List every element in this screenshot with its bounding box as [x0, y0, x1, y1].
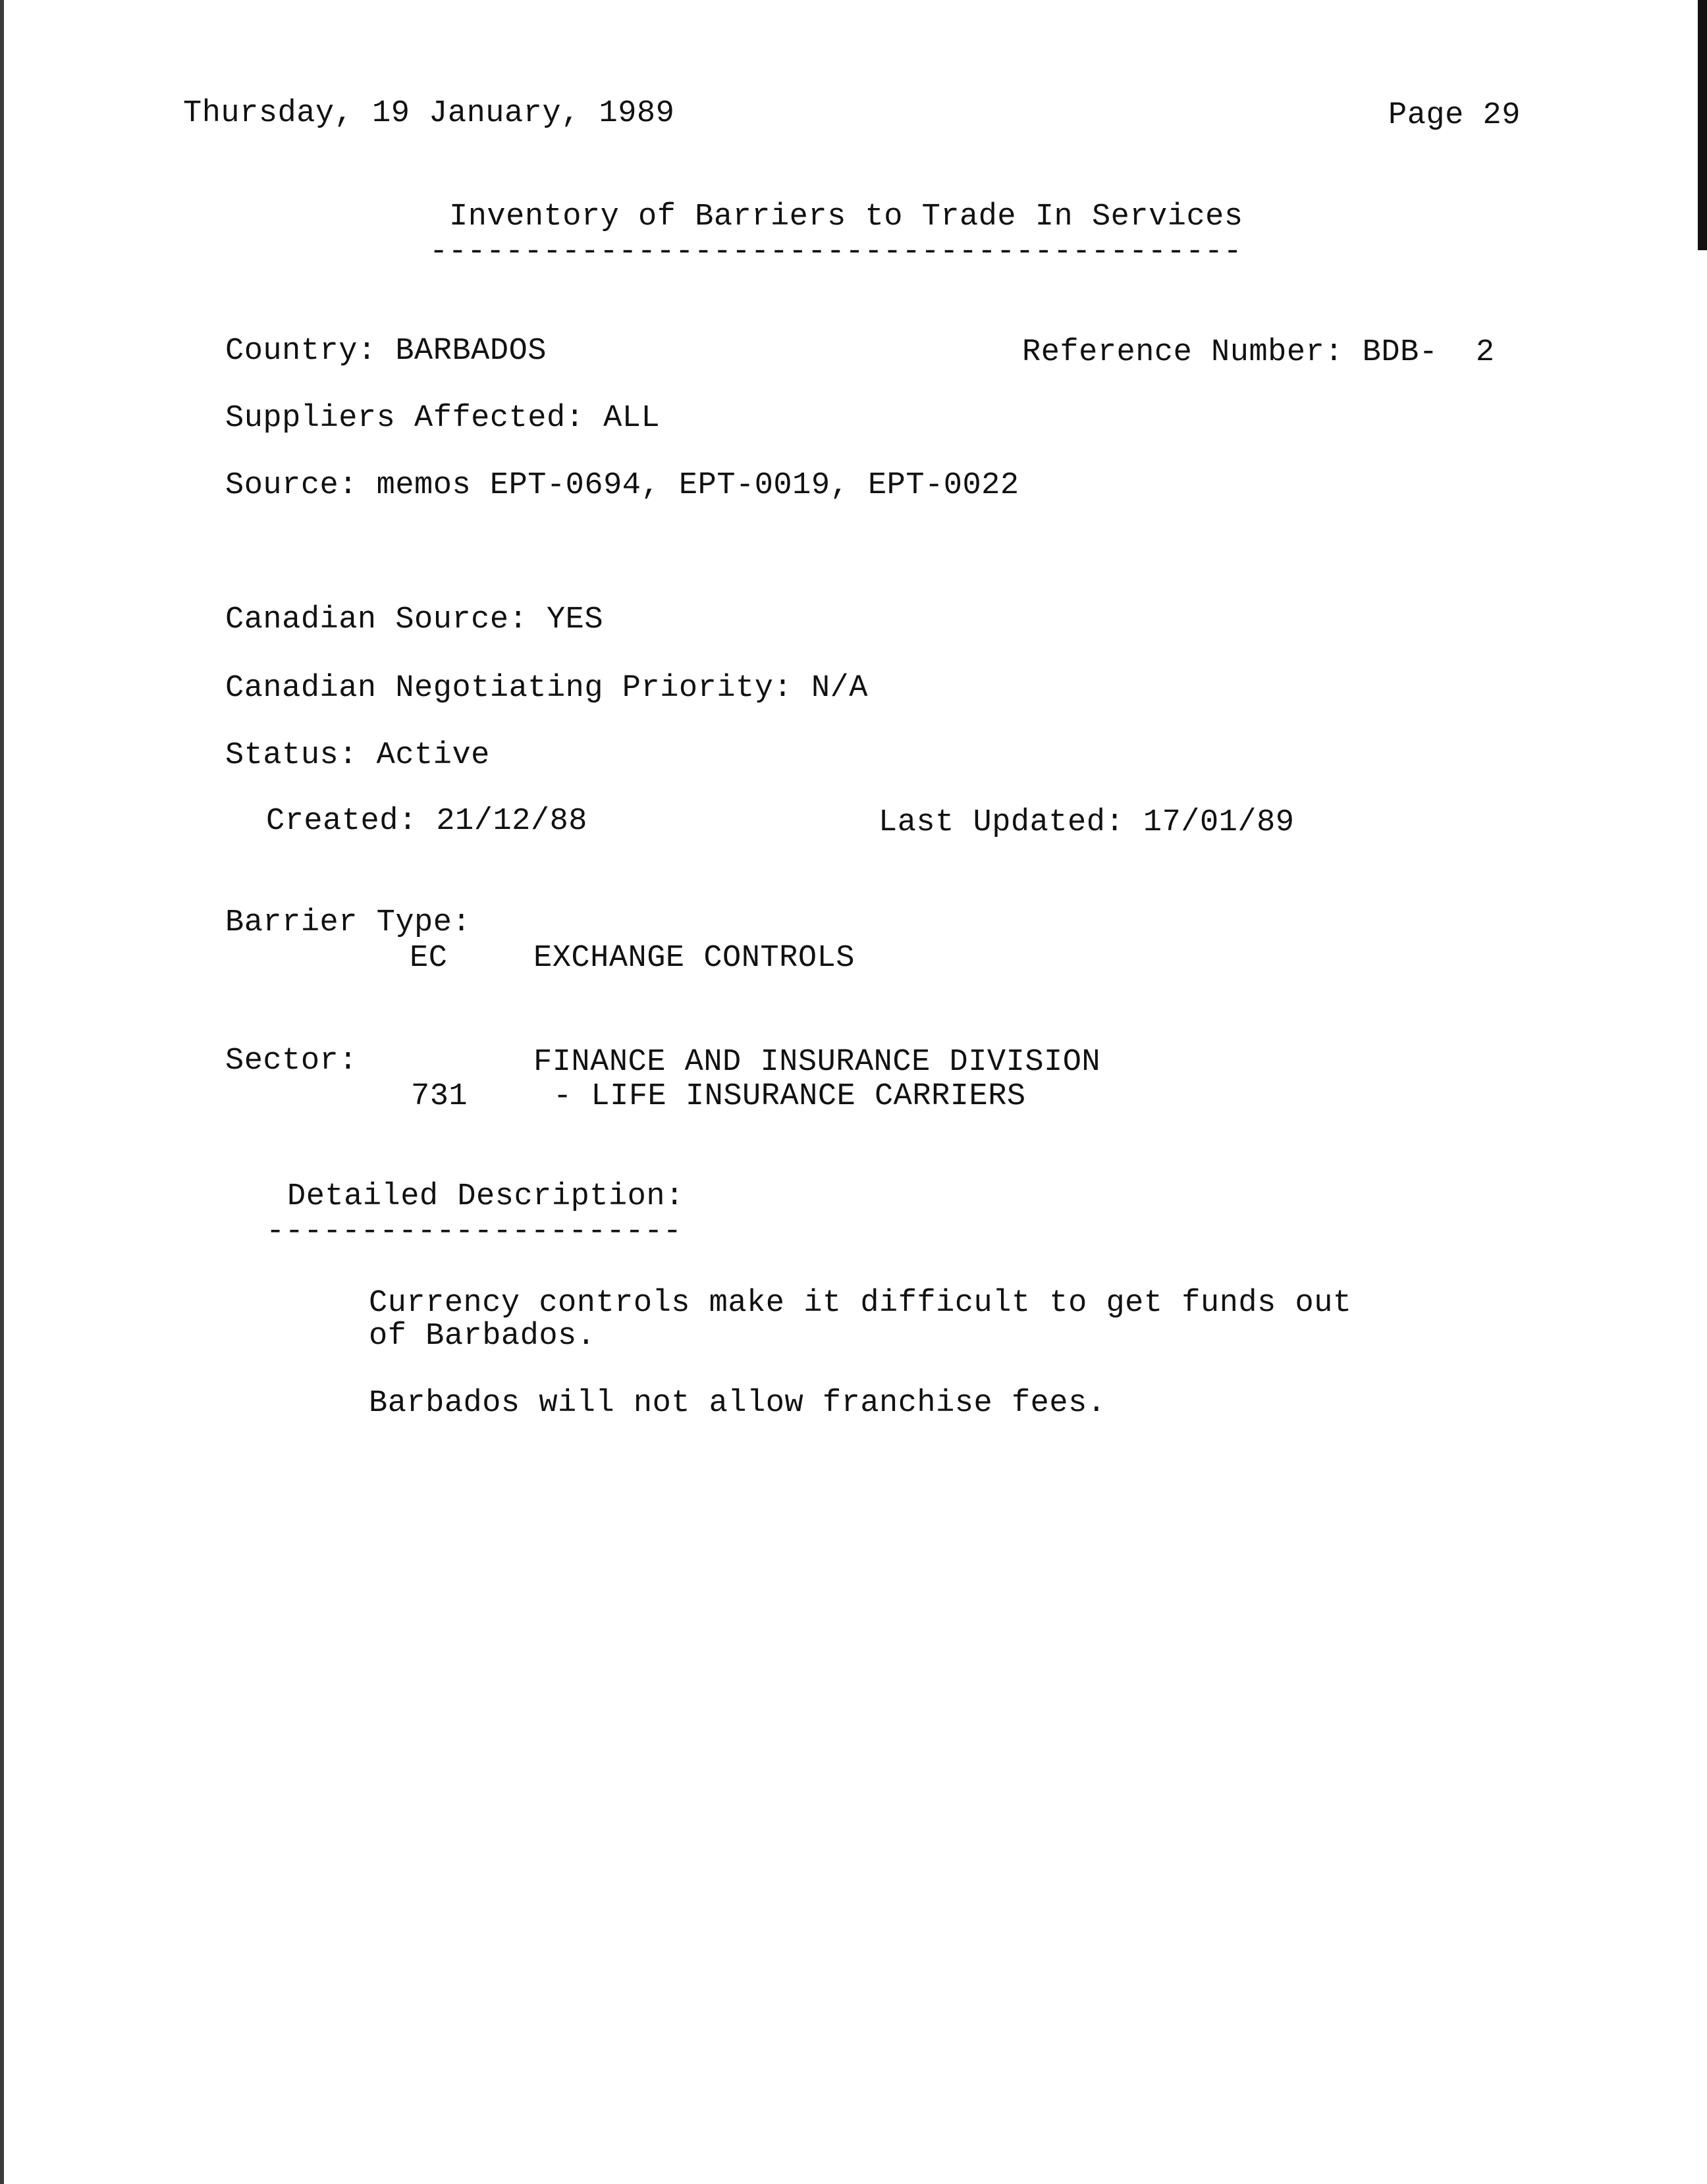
sector-code: 731: [411, 1079, 468, 1114]
suppliers-affected-field: Suppliers Affected: ALL: [225, 401, 661, 436]
description-line-1: Currency controls make it difficult to get funds out: [369, 1286, 1352, 1321]
barrier-type-code: EC: [410, 941, 448, 976]
created-date: Created: 21/12/88: [266, 804, 587, 839]
sector-label: Sector:: [225, 1044, 358, 1079]
last-updated-date: Last Updated: 17/01/89: [879, 805, 1295, 840]
sector-division: FINANCE AND INSURANCE DIVISION: [533, 1045, 1101, 1080]
description-line-2: of Barbados.: [369, 1319, 596, 1354]
page-number: Page 29: [1388, 98, 1521, 133]
country-field: Country: BARBADOS: [225, 334, 547, 369]
source-field: Source: memos EPT-0694, EPT-0019, EPT-0022: [225, 468, 1019, 503]
description-heading: Detailed Description:: [287, 1179, 684, 1214]
sector-name: - LIFE INSURANCE CARRIERS: [553, 1079, 1026, 1114]
document-title: Inventory of Barriers to Trade In Services: [449, 200, 1243, 234]
scan-left-edge: [0, 0, 4, 2184]
description-underline: ----------------------: [266, 1222, 682, 1242]
header-date: Thursday, 19 January, 1989: [183, 96, 675, 131]
title-underline: -------------------------------------------: [429, 242, 1243, 262]
scan-right-edge: [1698, 0, 1707, 250]
negotiating-priority-field: Canadian Negotiating Priority: N/A: [225, 671, 868, 706]
barrier-type-label: Barrier Type:: [225, 905, 472, 940]
description-line-3: Barbados will not allow franchise fees.: [369, 1386, 1106, 1421]
status-field: Status: Active: [225, 738, 490, 773]
canadian-source-field: Canadian Source: YES: [225, 602, 604, 637]
reference-number-field: Reference Number: BDB- 2: [1022, 335, 1495, 370]
barrier-type-name: EXCHANGE CONTROLS: [533, 941, 855, 976]
